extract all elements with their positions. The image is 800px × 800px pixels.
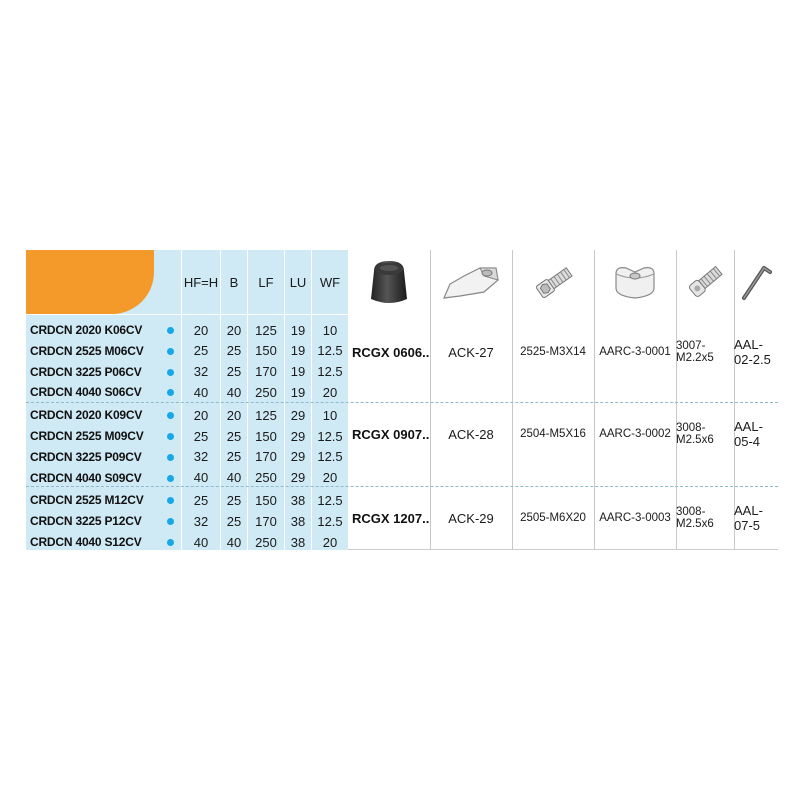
cell-wf: 12.5 (317, 449, 343, 465)
cell-lf: 250 (255, 384, 277, 400)
cell-wf: 20 (322, 534, 338, 550)
cell-lf: 170 (255, 449, 277, 465)
cell-hf: 32 (193, 513, 209, 529)
part-screw: 2504-M5X16 (520, 428, 586, 440)
header-lu: LU (289, 274, 307, 290)
cell-wf: 20 (322, 470, 338, 486)
model-code: CRDCN 3225 P12CV (30, 514, 142, 529)
cell-hf: 25 (193, 428, 209, 444)
cell-b: 40 (226, 384, 242, 400)
model-code: CRDCN 3225 P09CV (30, 449, 142, 464)
model-code: CRDCN 4040 S12CV (30, 535, 142, 549)
availability-dot (167, 539, 174, 546)
model-code: CRDCN 2020 K09CV (30, 408, 143, 423)
cell-hf: 32 (193, 364, 209, 380)
header-lf: LF (258, 274, 274, 290)
cell-b: 25 (226, 449, 242, 465)
cell-lf: 150 (255, 428, 277, 444)
cell-lu: 19 (290, 384, 306, 400)
cell-lu: 29 (290, 428, 306, 444)
part-clamp: ACK-29 (448, 510, 494, 526)
cell-lf: 170 (255, 513, 277, 529)
cell-lu: 29 (290, 470, 306, 486)
cell-b: 25 (226, 364, 242, 380)
divider (594, 250, 595, 550)
torx-screw-icon (676, 250, 734, 314)
availability-dot (167, 348, 174, 355)
cell-wf: 12.5 (317, 343, 343, 359)
divider (676, 250, 677, 550)
cell-hf: 32 (193, 449, 209, 465)
divider (26, 314, 348, 315)
part-insert: RCGX 0907.. (352, 426, 430, 442)
hex-key-icon (734, 250, 778, 314)
cell-wf: 12.5 (317, 513, 343, 529)
availability-dot (167, 475, 174, 482)
header-b: B (229, 274, 239, 290)
availability-dot (167, 454, 174, 461)
cell-wf: 12.5 (317, 364, 343, 380)
model-code: CRDCN 3225 P06CV (30, 364, 142, 379)
divider (512, 250, 513, 550)
availability-dot (167, 327, 174, 334)
cell-lf: 150 (255, 492, 277, 508)
cell-lu: 38 (290, 492, 306, 508)
model-code: CRDCN 2525 M12CV (30, 493, 144, 508)
cell-hf: 40 (193, 384, 209, 400)
cell-lf: 250 (255, 534, 277, 550)
cell-lu: 29 (290, 449, 306, 465)
cell-wf: 20 (322, 384, 338, 400)
divider (430, 250, 431, 550)
cell-lu: 19 (290, 322, 306, 338)
part-screw: 2525-M3X14 (520, 346, 586, 358)
spec-table (26, 250, 778, 550)
part-key: AAL-07-5 (734, 503, 763, 533)
header-hf: HF=H (183, 274, 219, 290)
part-clamp: ACK-27 (448, 344, 494, 360)
model-code: CRDCN 4040 S09CV (30, 470, 142, 485)
divider (348, 549, 778, 550)
cell-b: 20 (226, 407, 242, 423)
availability-dot (167, 433, 174, 440)
cell-wf: 12.5 (317, 428, 343, 444)
cell-lf: 250 (255, 470, 277, 486)
cell-hf: 25 (193, 492, 209, 508)
rubber-cap-icon (348, 250, 430, 314)
model-code: CRDCN 2020 K06CV (30, 323, 143, 337)
part-shim-screw: 3008-M2.5x6 (676, 506, 714, 530)
cell-b: 40 (226, 534, 242, 550)
header-wf: WF (319, 274, 341, 290)
part-shim-screw: 3008-M2.5x6 (676, 422, 714, 446)
cell-lu: 29 (290, 407, 306, 423)
cell-wf: 10 (322, 407, 338, 423)
cell-wf: 12.5 (317, 492, 343, 508)
cell-lf: 125 (255, 407, 277, 423)
part-key: AAL-05-4 (734, 419, 763, 449)
cell-lf: 170 (255, 364, 277, 380)
cap-screw-icon (512, 250, 594, 314)
availability-dot (167, 369, 174, 376)
part-screw: 2505-M6X20 (520, 512, 586, 524)
cell-lu: 38 (290, 513, 306, 529)
cell-wf: 10 (322, 322, 338, 338)
cell-b: 25 (226, 428, 242, 444)
cell-hf: 40 (193, 534, 209, 550)
cell-b: 20 (226, 322, 242, 338)
cell-hf: 25 (193, 343, 209, 359)
cell-hf: 40 (193, 470, 209, 486)
cell-hf: 20 (193, 407, 209, 423)
part-insert: RCGX 1207.. (352, 510, 430, 526)
model-code: CRDCN 2525 M06CV (30, 343, 144, 358)
part-shim: AARC-3-0003 (599, 512, 671, 524)
part-clamp: ACK-28 (448, 426, 494, 442)
cell-lu: 19 (290, 343, 306, 359)
clamp-icon (430, 250, 512, 314)
shim-icon (594, 250, 676, 314)
cell-b: 25 (226, 513, 242, 529)
cell-b: 25 (226, 343, 242, 359)
cell-lu: 19 (290, 364, 306, 380)
part-key: AAL-02-2.5 (734, 337, 771, 367)
orange-header-tab (26, 250, 154, 314)
part-shim: AARC-3-0002 (599, 428, 671, 440)
cell-lf: 125 (255, 322, 277, 338)
cell-b: 40 (226, 470, 242, 486)
part-shim-screw: 3007-M2.2x5 (676, 340, 714, 364)
model-code: CRDCN 2525 M09CV (30, 429, 144, 443)
cell-lu: 38 (290, 534, 306, 550)
cell-lf: 150 (255, 343, 277, 359)
part-insert: RCGX 0606.. (352, 344, 430, 360)
model-code: CRDCN 4040 S06CV (30, 385, 142, 400)
cell-b: 25 (226, 492, 242, 508)
cell-hf: 20 (193, 322, 209, 338)
part-shim: AARC-3-0001 (599, 346, 671, 358)
